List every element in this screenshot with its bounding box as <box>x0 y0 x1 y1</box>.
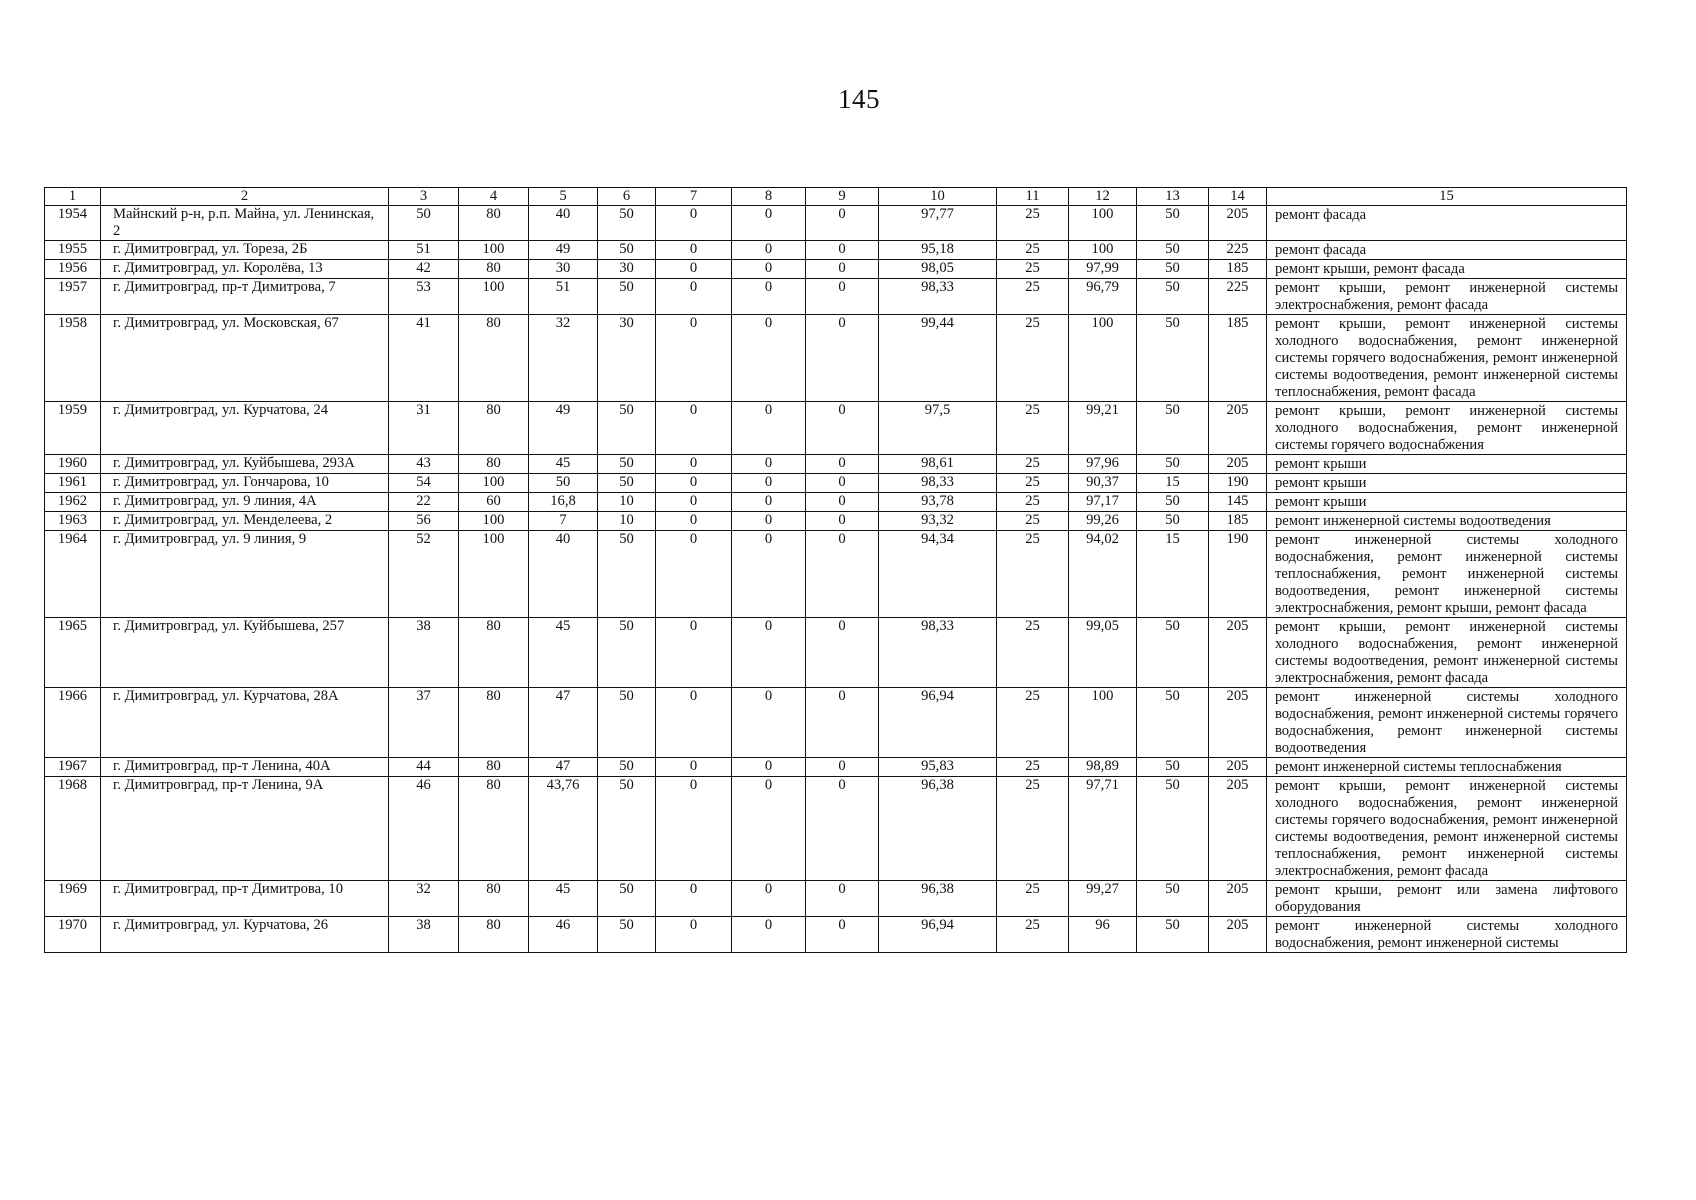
works-cell: ремонт инженерной системы водоотведения <box>1267 512 1627 531</box>
table-row <box>45 260 1627 279</box>
value-cell-col-5: 49 <box>529 241 598 260</box>
value-cell-col-6: 50 <box>598 758 656 777</box>
value-cell-col-9: 0 <box>806 241 879 260</box>
value-cell-col-4: 100 <box>459 531 529 618</box>
address-cell: Майнский р-н, р.п. Майна, ул. Ленинская, 2 <box>101 206 389 241</box>
value-cell-col-13: 50 <box>1137 206 1209 241</box>
value-cell-col-3: 41 <box>389 315 459 402</box>
works-cell: ремонт крыши, ремонт или замена лифтового оборудования <box>1267 881 1627 917</box>
value-cell-col-4: 100 <box>459 241 529 260</box>
value-cell-col-8: 0 <box>732 881 806 917</box>
value-cell-col-11: 25 <box>997 512 1069 531</box>
value-cell-col-3: 51 <box>389 241 459 260</box>
address-cell: г. Димитровград, ул. Курчатова, 24 <box>101 402 389 455</box>
value-cell-col-6: 50 <box>598 279 656 315</box>
value-cell-col-8: 0 <box>732 260 806 279</box>
value-cell-col-14: 205 <box>1209 402 1267 455</box>
value-cell-col-3: 38 <box>389 917 459 953</box>
value-cell-col-5: 7 <box>529 512 598 531</box>
value-cell-col-9: 0 <box>806 455 879 474</box>
value-cell-col-7: 0 <box>656 455 732 474</box>
value-cell-col-8: 0 <box>732 402 806 455</box>
column-header-11: 11 <box>997 188 1069 206</box>
value-cell-col-9: 0 <box>806 206 879 241</box>
value-cell-col-9: 0 <box>806 279 879 315</box>
value-cell-col-5: 40 <box>529 531 598 618</box>
value-cell-col-10: 98,05 <box>879 260 997 279</box>
value-cell-col-7: 0 <box>656 688 732 758</box>
value-cell-col-12: 97,96 <box>1069 455 1137 474</box>
value-cell-col-11: 25 <box>997 206 1069 241</box>
value-cell-col-11: 25 <box>997 493 1069 512</box>
value-cell-col-7: 0 <box>656 758 732 777</box>
value-cell-col-13: 50 <box>1137 260 1209 279</box>
table-row <box>45 531 1627 618</box>
column-header-12: 12 <box>1069 188 1137 206</box>
value-cell-col-6: 30 <box>598 260 656 279</box>
value-cell-col-10: 98,61 <box>879 455 997 474</box>
table-row <box>45 241 1627 260</box>
value-cell-col-4: 80 <box>459 777 529 881</box>
value-cell-col-13: 50 <box>1137 455 1209 474</box>
value-cell-col-11: 25 <box>997 688 1069 758</box>
value-cell-col-13: 50 <box>1137 315 1209 402</box>
value-cell-col-9: 0 <box>806 881 879 917</box>
value-cell-col-4: 80 <box>459 881 529 917</box>
value-cell-col-7: 0 <box>656 493 732 512</box>
value-cell-col-14: 185 <box>1209 512 1267 531</box>
value-cell-col-8: 0 <box>732 618 806 688</box>
address-cell: г. Димитровград, пр-т Ленина, 9А <box>101 777 389 881</box>
value-cell-col-6: 50 <box>598 618 656 688</box>
value-cell-col-4: 80 <box>459 455 529 474</box>
value-cell-col-7: 0 <box>656 618 732 688</box>
address-cell: г. Димитровград, ул. Курчатова, 28А <box>101 688 389 758</box>
value-cell-col-12: 96,79 <box>1069 279 1137 315</box>
row-number-cell: 1959 <box>45 402 101 455</box>
value-cell-col-4: 80 <box>459 206 529 241</box>
value-cell-col-11: 25 <box>997 758 1069 777</box>
address-cell: г. Димитровград, пр-т Ленина, 40А <box>101 758 389 777</box>
column-header-9: 9 <box>806 188 879 206</box>
value-cell-col-8: 0 <box>732 474 806 493</box>
value-cell-col-11: 25 <box>997 618 1069 688</box>
value-cell-col-14: 205 <box>1209 777 1267 881</box>
value-cell-col-7: 0 <box>656 260 732 279</box>
value-cell-col-5: 45 <box>529 881 598 917</box>
value-cell-col-14: 205 <box>1209 917 1267 953</box>
value-cell-col-14: 145 <box>1209 493 1267 512</box>
value-cell-col-3: 37 <box>389 688 459 758</box>
column-header-8: 8 <box>732 188 806 206</box>
value-cell-col-14: 205 <box>1209 881 1267 917</box>
value-cell-col-12: 99,26 <box>1069 512 1137 531</box>
address-cell: г. Димитровград, ул. Куйбышева, 257 <box>101 618 389 688</box>
value-cell-col-3: 31 <box>389 402 459 455</box>
value-cell-col-5: 47 <box>529 688 598 758</box>
works-cell: ремонт крыши <box>1267 493 1627 512</box>
value-cell-col-6: 50 <box>598 881 656 917</box>
value-cell-col-6: 50 <box>598 917 656 953</box>
value-cell-col-14: 185 <box>1209 315 1267 402</box>
value-cell-col-13: 50 <box>1137 917 1209 953</box>
address-cell: г. Димитровград, ул. Куйбышева, 293А <box>101 455 389 474</box>
column-header-7: 7 <box>656 188 732 206</box>
value-cell-col-8: 0 <box>732 917 806 953</box>
table-row <box>45 315 1627 402</box>
row-number-cell: 1968 <box>45 777 101 881</box>
value-cell-col-5: 50 <box>529 474 598 493</box>
value-cell-col-12: 100 <box>1069 241 1137 260</box>
value-cell-col-10: 96,38 <box>879 777 997 881</box>
value-cell-col-7: 0 <box>656 315 732 402</box>
value-cell-col-5: 40 <box>529 206 598 241</box>
row-number-cell: 1955 <box>45 241 101 260</box>
value-cell-col-9: 0 <box>806 777 879 881</box>
value-cell-col-9: 0 <box>806 402 879 455</box>
row-number-cell: 1957 <box>45 279 101 315</box>
value-cell-col-9: 0 <box>806 917 879 953</box>
address-cell: г. Димитровград, ул. 9 линия, 9 <box>101 531 389 618</box>
works-cell: ремонт фасада <box>1267 241 1627 260</box>
row-number-cell: 1963 <box>45 512 101 531</box>
value-cell-col-3: 32 <box>389 881 459 917</box>
row-number-cell: 1956 <box>45 260 101 279</box>
value-cell-col-9: 0 <box>806 315 879 402</box>
value-cell-col-12: 99,21 <box>1069 402 1137 455</box>
address-cell: г. Димитровград, пр-т Димитрова, 7 <box>101 279 389 315</box>
works-cell: ремонт инженерной системы теплоснабжения <box>1267 758 1627 777</box>
value-cell-col-3: 42 <box>389 260 459 279</box>
value-cell-col-5: 45 <box>529 618 598 688</box>
column-header-1: 1 <box>45 188 101 206</box>
value-cell-col-7: 0 <box>656 512 732 531</box>
value-cell-col-8: 0 <box>732 315 806 402</box>
works-cell: ремонт инженерной системы холодного водоснабжения, ремонт инженерной системы теплоснабжения, ремонт инженерной системы водоотведения, ремонт инженерной системы электроснабжения, ремонт крыши, ремонт фасада <box>1267 531 1627 618</box>
works-cell: ремонт крыши, ремонт инженерной системы холодного водоснабжения, ремонт инженерной системы горячего водоснабжения, ремонт инженерной системы водоотведения, ремонт инженерной системы теплоснабжения, ремонт инженерной системы электроснабжения, ремонт фасада <box>1267 777 1627 881</box>
value-cell-col-13: 50 <box>1137 881 1209 917</box>
value-cell-col-11: 25 <box>997 279 1069 315</box>
address-cell: г. Димитровград, ул. Московская, 67 <box>101 315 389 402</box>
value-cell-col-14: 205 <box>1209 758 1267 777</box>
value-cell-col-4: 100 <box>459 474 529 493</box>
value-cell-col-6: 50 <box>598 241 656 260</box>
value-cell-col-10: 96,38 <box>879 881 997 917</box>
value-cell-col-11: 25 <box>997 455 1069 474</box>
value-cell-col-10: 98,33 <box>879 474 997 493</box>
value-cell-col-7: 0 <box>656 241 732 260</box>
value-cell-col-5: 32 <box>529 315 598 402</box>
value-cell-col-9: 0 <box>806 260 879 279</box>
table-row <box>45 618 1627 688</box>
value-cell-col-8: 0 <box>732 279 806 315</box>
value-cell-col-12: 90,37 <box>1069 474 1137 493</box>
value-cell-col-4: 100 <box>459 279 529 315</box>
value-cell-col-11: 25 <box>997 402 1069 455</box>
value-cell-col-5: 49 <box>529 402 598 455</box>
value-cell-col-13: 50 <box>1137 758 1209 777</box>
value-cell-col-5: 47 <box>529 758 598 777</box>
value-cell-col-9: 0 <box>806 618 879 688</box>
value-cell-col-12: 96 <box>1069 917 1137 953</box>
value-cell-col-9: 0 <box>806 758 879 777</box>
address-cell: г. Димитровград, ул. Курчатова, 26 <box>101 917 389 953</box>
value-cell-col-3: 53 <box>389 279 459 315</box>
works-cell: ремонт инженерной системы холодного водоснабжения, ремонт инженерной системы горячего водоснабжения, ремонт инженерной системы водоотведения <box>1267 688 1627 758</box>
value-cell-col-6: 50 <box>598 402 656 455</box>
address-cell: г. Димитровград, пр-т Димитрова, 10 <box>101 881 389 917</box>
works-cell: ремонт фасада <box>1267 206 1627 241</box>
value-cell-col-7: 0 <box>656 777 732 881</box>
column-header-15: 15 <box>1267 188 1627 206</box>
value-cell-col-12: 99,05 <box>1069 618 1137 688</box>
row-number-cell: 1961 <box>45 474 101 493</box>
value-cell-col-13: 50 <box>1137 402 1209 455</box>
value-cell-col-8: 0 <box>732 206 806 241</box>
table-row <box>45 758 1627 777</box>
value-cell-col-3: 44 <box>389 758 459 777</box>
value-cell-col-13: 50 <box>1137 279 1209 315</box>
value-cell-col-4: 80 <box>459 917 529 953</box>
address-cell: г. Димитровград, ул. Тореза, 2Б <box>101 241 389 260</box>
value-cell-col-4: 80 <box>459 758 529 777</box>
works-cell: ремонт крыши, ремонт инженерной системы электроснабжения, ремонт фасада <box>1267 279 1627 315</box>
value-cell-col-11: 25 <box>997 777 1069 881</box>
value-cell-col-9: 0 <box>806 688 879 758</box>
value-cell-col-11: 25 <box>997 260 1069 279</box>
value-cell-col-7: 0 <box>656 531 732 618</box>
value-cell-col-9: 0 <box>806 493 879 512</box>
value-cell-col-5: 45 <box>529 455 598 474</box>
value-cell-col-4: 80 <box>459 315 529 402</box>
value-cell-col-3: 43 <box>389 455 459 474</box>
value-cell-col-13: 50 <box>1137 688 1209 758</box>
value-cell-col-14: 205 <box>1209 206 1267 241</box>
column-header-14: 14 <box>1209 188 1267 206</box>
value-cell-col-5: 30 <box>529 260 598 279</box>
value-cell-col-13: 50 <box>1137 241 1209 260</box>
value-cell-col-8: 0 <box>732 777 806 881</box>
works-cell: ремонт инженерной системы холодного водоснабжения, ремонт инженерной системы <box>1267 917 1627 953</box>
column-header-6: 6 <box>598 188 656 206</box>
row-number-cell: 1962 <box>45 493 101 512</box>
row-number-cell: 1965 <box>45 618 101 688</box>
table-row <box>45 279 1627 315</box>
row-number-cell: 1967 <box>45 758 101 777</box>
value-cell-col-13: 50 <box>1137 493 1209 512</box>
value-cell-col-7: 0 <box>656 206 732 241</box>
row-number-cell: 1958 <box>45 315 101 402</box>
value-cell-col-6: 50 <box>598 455 656 474</box>
value-cell-col-8: 0 <box>732 455 806 474</box>
value-cell-col-10: 97,77 <box>879 206 997 241</box>
row-number-cell: 1970 <box>45 917 101 953</box>
value-cell-col-12: 97,71 <box>1069 777 1137 881</box>
value-cell-col-10: 98,33 <box>879 279 997 315</box>
value-cell-col-3: 54 <box>389 474 459 493</box>
value-cell-col-14: 190 <box>1209 474 1267 493</box>
table-row <box>45 206 1627 241</box>
value-cell-col-3: 52 <box>389 531 459 618</box>
value-cell-col-3: 56 <box>389 512 459 531</box>
value-cell-col-8: 0 <box>732 531 806 618</box>
column-header-3: 3 <box>389 188 459 206</box>
header-row <box>45 188 1627 206</box>
value-cell-col-9: 0 <box>806 474 879 493</box>
row-number-cell: 1966 <box>45 688 101 758</box>
value-cell-col-6: 50 <box>598 688 656 758</box>
value-cell-col-6: 10 <box>598 512 656 531</box>
value-cell-col-8: 0 <box>732 493 806 512</box>
table-row <box>45 917 1627 953</box>
table-row <box>45 493 1627 512</box>
value-cell-col-10: 96,94 <box>879 917 997 953</box>
value-cell-col-10: 95,83 <box>879 758 997 777</box>
value-cell-col-13: 15 <box>1137 474 1209 493</box>
value-cell-col-10: 93,32 <box>879 512 997 531</box>
value-cell-col-11: 25 <box>997 474 1069 493</box>
value-cell-col-7: 0 <box>656 881 732 917</box>
value-cell-col-11: 25 <box>997 917 1069 953</box>
value-cell-col-14: 185 <box>1209 260 1267 279</box>
value-cell-col-13: 50 <box>1137 777 1209 881</box>
value-cell-col-13: 15 <box>1137 531 1209 618</box>
table-row <box>45 474 1627 493</box>
address-cell: г. Димитровград, ул. Гончарова, 10 <box>101 474 389 493</box>
works-cell: ремонт крыши <box>1267 455 1627 474</box>
works-cell: ремонт крыши, ремонт инженерной системы холодного водоснабжения, ремонт инженерной системы горячего водоснабжения, ремонт инженерной системы водоотведения, ремонт инженерной системы теплоснабжения, ремонт фасада <box>1267 315 1627 402</box>
value-cell-col-3: 22 <box>389 493 459 512</box>
column-header-13: 13 <box>1137 188 1209 206</box>
works-cell: ремонт крыши <box>1267 474 1627 493</box>
value-cell-col-7: 0 <box>656 402 732 455</box>
row-number-cell: 1960 <box>45 455 101 474</box>
value-cell-col-9: 0 <box>806 512 879 531</box>
value-cell-col-3: 50 <box>389 206 459 241</box>
value-cell-col-8: 0 <box>732 241 806 260</box>
value-cell-col-12: 100 <box>1069 206 1137 241</box>
row-number-cell: 1969 <box>45 881 101 917</box>
value-cell-col-11: 25 <box>997 531 1069 618</box>
value-cell-col-10: 99,44 <box>879 315 997 402</box>
value-cell-col-7: 0 <box>656 917 732 953</box>
value-cell-col-14: 205 <box>1209 455 1267 474</box>
value-cell-col-4: 60 <box>459 493 529 512</box>
value-cell-col-12: 97,17 <box>1069 493 1137 512</box>
value-cell-col-8: 0 <box>732 688 806 758</box>
value-cell-col-10: 97,5 <box>879 402 997 455</box>
value-cell-col-6: 30 <box>598 315 656 402</box>
value-cell-col-12: 100 <box>1069 688 1137 758</box>
value-cell-col-6: 50 <box>598 474 656 493</box>
value-cell-col-7: 0 <box>656 474 732 493</box>
value-cell-col-9: 0 <box>806 531 879 618</box>
value-cell-col-6: 10 <box>598 493 656 512</box>
value-cell-col-7: 0 <box>656 279 732 315</box>
works-cell: ремонт крыши, ремонт инженерной системы холодного водоснабжения, ремонт инженерной системы водоотведения, ремонт инженерной системы электроснабжения, ремонт фасада <box>1267 618 1627 688</box>
value-cell-col-10: 95,18 <box>879 241 997 260</box>
address-cell: г. Димитровград, ул. 9 линия, 4А <box>101 493 389 512</box>
value-cell-col-8: 0 <box>732 512 806 531</box>
value-cell-col-8: 0 <box>732 758 806 777</box>
value-cell-col-4: 100 <box>459 512 529 531</box>
table-row <box>45 688 1627 758</box>
column-header-4: 4 <box>459 188 529 206</box>
value-cell-col-11: 25 <box>997 241 1069 260</box>
table-row <box>45 402 1627 455</box>
value-cell-col-11: 25 <box>997 881 1069 917</box>
value-cell-col-5: 43,76 <box>529 777 598 881</box>
address-cell: г. Димитровград, ул. Менделеева, 2 <box>101 512 389 531</box>
table-row <box>45 777 1627 881</box>
value-cell-col-10: 96,94 <box>879 688 997 758</box>
works-cell: ремонт крыши, ремонт инженерной системы холодного водоснабжения, ремонт инженерной системы горячего водоснабжения <box>1267 402 1627 455</box>
value-cell-col-4: 80 <box>459 618 529 688</box>
data-table <box>44 187 1627 953</box>
value-cell-col-10: 93,78 <box>879 493 997 512</box>
value-cell-col-3: 46 <box>389 777 459 881</box>
value-cell-col-14: 225 <box>1209 241 1267 260</box>
value-cell-col-14: 205 <box>1209 618 1267 688</box>
value-cell-col-4: 80 <box>459 402 529 455</box>
value-cell-col-14: 225 <box>1209 279 1267 315</box>
column-header-5: 5 <box>529 188 598 206</box>
value-cell-col-4: 80 <box>459 688 529 758</box>
value-cell-col-13: 50 <box>1137 618 1209 688</box>
page-number: 145 <box>838 84 880 114</box>
value-cell-col-12: 98,89 <box>1069 758 1137 777</box>
column-header-2: 2 <box>101 188 389 206</box>
value-cell-col-5: 51 <box>529 279 598 315</box>
row-number-cell: 1954 <box>45 206 101 241</box>
value-cell-col-14: 190 <box>1209 531 1267 618</box>
table-row <box>45 455 1627 474</box>
column-header-10: 10 <box>879 188 997 206</box>
value-cell-col-5: 16,8 <box>529 493 598 512</box>
value-cell-col-6: 50 <box>598 777 656 881</box>
address-cell: г. Димитровград, ул. Королёва, 13 <box>101 260 389 279</box>
table-row <box>45 512 1627 531</box>
value-cell-col-5: 46 <box>529 917 598 953</box>
table-row <box>45 881 1627 917</box>
works-cell: ремонт крыши, ремонт фасада <box>1267 260 1627 279</box>
value-cell-col-10: 94,34 <box>879 531 997 618</box>
value-cell-col-12: 100 <box>1069 315 1137 402</box>
value-cell-col-14: 205 <box>1209 688 1267 758</box>
value-cell-col-13: 50 <box>1137 512 1209 531</box>
value-cell-col-6: 50 <box>598 531 656 618</box>
value-cell-col-10: 98,33 <box>879 618 997 688</box>
value-cell-col-11: 25 <box>997 315 1069 402</box>
row-number-cell: 1964 <box>45 531 101 618</box>
value-cell-col-12: 99,27 <box>1069 881 1137 917</box>
value-cell-col-4: 80 <box>459 260 529 279</box>
value-cell-col-12: 97,99 <box>1069 260 1137 279</box>
value-cell-col-6: 50 <box>598 206 656 241</box>
value-cell-col-12: 94,02 <box>1069 531 1137 618</box>
value-cell-col-3: 38 <box>389 618 459 688</box>
